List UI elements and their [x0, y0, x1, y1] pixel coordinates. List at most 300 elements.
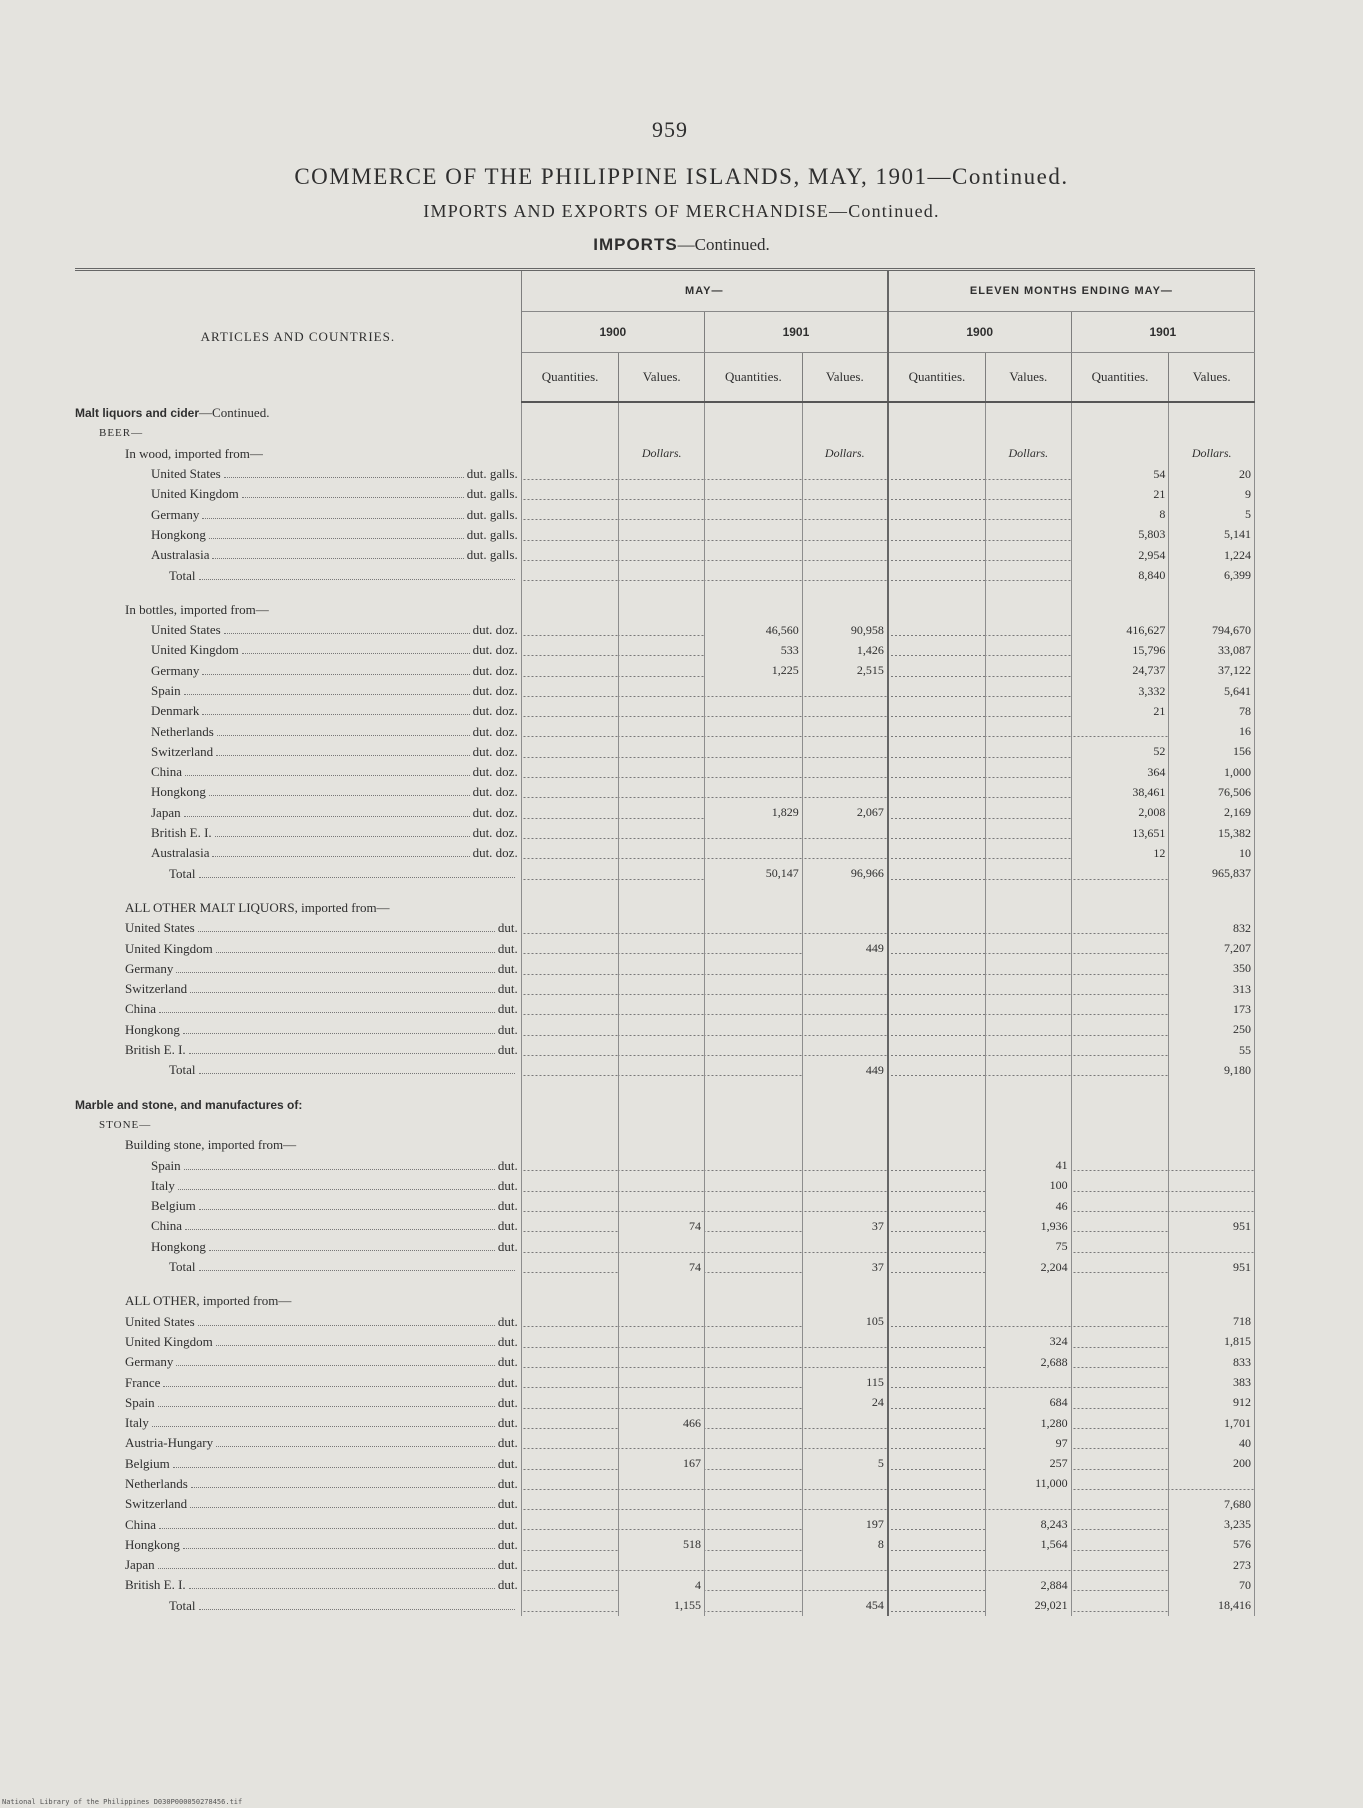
article-cell [75, 1196, 521, 1216]
value-cell [521, 721, 619, 741]
table-row [75, 1393, 1255, 1413]
value-cell [705, 742, 803, 762]
table-row [75, 1352, 1255, 1372]
spacer-cell [986, 1081, 1072, 1095]
value-cell [705, 843, 803, 863]
value-cell: 832 [1169, 918, 1255, 938]
value-cell [888, 1575, 986, 1595]
leader-dots [190, 992, 495, 993]
value-cell [986, 1311, 1072, 1331]
header-values: Values. [986, 353, 1072, 403]
value-cell [802, 1020, 888, 1040]
article-cell [75, 762, 521, 782]
value-cell [705, 1596, 803, 1616]
article-label [151, 547, 518, 563]
value-cell [521, 681, 619, 701]
leader-dots [202, 518, 463, 519]
article-label [151, 825, 518, 841]
article-cell [75, 1257, 521, 1277]
article-cell [75, 823, 521, 843]
spacer-cell [1071, 884, 1169, 898]
value-cell [986, 1494, 1072, 1514]
value-cell [802, 782, 888, 802]
value-cell [888, 504, 986, 524]
value-cell: 466 [619, 1413, 705, 1433]
unit-label: dut. doz. [472, 784, 518, 800]
article-label [151, 683, 518, 699]
value-cell [888, 565, 986, 585]
unit-caption [888, 444, 986, 464]
value-cell: 33,087 [1169, 640, 1255, 660]
article-label [151, 784, 518, 800]
empty-cell [802, 1095, 888, 1115]
value-cell: 115 [802, 1372, 888, 1392]
empty-cell [705, 898, 803, 918]
value-cell [888, 721, 986, 741]
table-row [75, 1311, 1255, 1331]
value-cell: 100 [986, 1176, 1072, 1196]
value-cell [521, 484, 619, 504]
article-label [75, 405, 518, 421]
article-text: Germany [151, 506, 200, 522]
empty-cell [521, 402, 619, 423]
article-cell [75, 1040, 521, 1060]
article-text: Total [169, 567, 196, 583]
empty-cell [802, 1291, 888, 1311]
value-cell: 46 [986, 1196, 1072, 1216]
article-cell [75, 620, 521, 640]
value-cell [888, 640, 986, 660]
article-text: Japan [151, 804, 181, 820]
article-label [169, 1062, 518, 1078]
article-cell [75, 504, 521, 524]
empty-cell [802, 600, 888, 620]
empty-cell [1169, 898, 1255, 918]
value-cell [619, 959, 705, 979]
empty-cell [619, 1115, 705, 1135]
value-cell [619, 1494, 705, 1514]
value-cell: 74 [619, 1216, 705, 1236]
spacer-cell [1071, 1277, 1169, 1291]
value-cell: 90,958 [802, 620, 888, 640]
article-text: Spain [151, 1157, 181, 1173]
article-text: United Kingdom [125, 940, 213, 956]
value-cell [521, 1176, 619, 1196]
article-text: China [151, 764, 183, 780]
value-cell [619, 1237, 705, 1257]
table-row [75, 1176, 1255, 1196]
empty-cell [705, 402, 803, 423]
value-cell: 2,688 [986, 1352, 1072, 1372]
value-cell: 156 [1169, 742, 1255, 762]
empty-cell [521, 1115, 619, 1135]
unit-label: dut. doz. [472, 642, 518, 658]
value-cell [705, 1040, 803, 1060]
article-cell [75, 721, 521, 741]
section-title-rest: —Continued. [677, 235, 770, 254]
article-label [125, 981, 518, 997]
article-text: Belgium [125, 1455, 170, 1471]
value-cell [521, 1311, 619, 1331]
value-cell [1071, 959, 1169, 979]
value-cell [986, 803, 1072, 823]
article-cell [75, 1494, 521, 1514]
empty-cell [705, 1135, 803, 1155]
value-cell [802, 1352, 888, 1372]
article-text: United States [151, 622, 221, 638]
article-cell [75, 701, 521, 721]
value-cell [986, 782, 1072, 802]
value-cell [888, 979, 986, 999]
article-cell [75, 918, 521, 938]
page-title: COMMERCE OF THE PHILIPPINE ISLANDS, MAY, 1901—Continued. [294, 164, 1069, 189]
table-row [75, 1372, 1255, 1392]
article-cell [75, 1176, 521, 1196]
table-row [75, 1332, 1255, 1352]
value-cell [802, 1237, 888, 1257]
value-cell [888, 545, 986, 565]
article-cell [75, 1514, 521, 1534]
value-cell: 15,382 [1169, 823, 1255, 843]
value-cell [986, 1372, 1072, 1392]
table-row [75, 1514, 1255, 1534]
unit-label: dut. doz. [472, 662, 518, 678]
value-cell [619, 1372, 705, 1392]
value-cell: 951 [1169, 1257, 1255, 1277]
article-text: Marble and stone, and manufactures of: [75, 1097, 303, 1112]
article-label [169, 1259, 518, 1275]
value-cell [521, 1257, 619, 1277]
value-cell [802, 504, 888, 524]
article-label [125, 1577, 518, 1593]
value-cell [705, 1494, 803, 1514]
value-cell [1071, 1311, 1169, 1331]
article-cell [75, 661, 521, 681]
article-text: China [151, 1218, 183, 1234]
value-cell [1071, 979, 1169, 999]
value-cell: 96,966 [802, 864, 888, 884]
leader-dots [199, 1073, 515, 1074]
leader-dots [224, 633, 470, 634]
value-cell [888, 843, 986, 863]
value-cell [619, 545, 705, 565]
value-cell: 40 [1169, 1433, 1255, 1453]
value-cell: 2,169 [1169, 803, 1255, 823]
header-quantities: Quantities. [1071, 353, 1169, 403]
value-cell [888, 1237, 986, 1257]
value-cell [888, 1060, 986, 1080]
value-cell [521, 1454, 619, 1474]
value-cell: 1,815 [1169, 1332, 1255, 1352]
value-cell [802, 742, 888, 762]
value-cell [802, 762, 888, 782]
value-cell [888, 803, 986, 823]
value-cell [986, 661, 1072, 681]
value-cell: 1,564 [986, 1535, 1072, 1555]
article-text: Building stone, imported from— [125, 1137, 297, 1153]
empty-cell [986, 600, 1072, 620]
value-cell: 46,560 [705, 620, 803, 640]
header-eleven-1900: 1900 [888, 312, 1071, 353]
spacer-cell [888, 884, 986, 898]
value-cell [521, 1372, 619, 1392]
article-cell [75, 1352, 521, 1372]
value-cell [619, 484, 705, 504]
value-cell [1071, 918, 1169, 938]
value-cell [521, 1575, 619, 1595]
value-cell [619, 1040, 705, 1060]
article-cell [75, 1372, 521, 1392]
leader-dots [159, 1528, 495, 1529]
header-eleven-months: ELEVEN MONTHS ENDING MAY— [888, 270, 1255, 312]
value-cell [888, 918, 986, 938]
value-cell: 167 [619, 1454, 705, 1474]
value-cell [521, 565, 619, 585]
value-cell [986, 565, 1072, 585]
value-cell: 13,651 [1071, 823, 1169, 843]
empty-cell [521, 898, 619, 918]
spacer-cell [75, 1277, 521, 1291]
article-cell [75, 1433, 521, 1453]
value-cell [521, 864, 619, 884]
leader-dots [198, 1325, 495, 1326]
empty-cell [619, 898, 705, 918]
empty-cell [888, 898, 986, 918]
spacer-row [75, 884, 1255, 898]
leader-dots [198, 931, 495, 932]
value-cell [705, 1535, 803, 1555]
value-cell [802, 1040, 888, 1060]
header-may-1901: 1901 [705, 312, 888, 353]
heading-row [75, 1291, 1255, 1311]
value-cell [521, 1040, 619, 1060]
value-cell [619, 640, 705, 660]
table-row [75, 979, 1255, 999]
article-text: In wood, imported from— [125, 445, 263, 461]
article-label [125, 1395, 518, 1411]
empty-cell [1169, 600, 1255, 620]
value-cell [888, 823, 986, 843]
value-cell [705, 565, 803, 585]
value-cell [705, 1332, 803, 1352]
article-cell [75, 1555, 521, 1575]
spacer-cell [888, 1081, 986, 1095]
value-cell [521, 1216, 619, 1236]
value-cell: 200 [1169, 1454, 1255, 1474]
value-cell [888, 1196, 986, 1216]
article-label [125, 1293, 518, 1309]
value-cell [1071, 938, 1169, 958]
value-cell: 8,243 [986, 1514, 1072, 1534]
value-cell: 1,829 [705, 803, 803, 823]
table-row [75, 464, 1255, 484]
empty-cell [802, 1135, 888, 1155]
value-cell [1071, 999, 1169, 1019]
unit-label: dut. galls. [466, 506, 518, 522]
unit-label: dut. [497, 1157, 518, 1173]
value-cell: 97 [986, 1433, 1072, 1453]
article-text: Netherlands [151, 723, 214, 739]
article-label [75, 1098, 518, 1112]
value-cell [705, 464, 803, 484]
table-row [75, 661, 1255, 681]
article-text: United Kingdom [151, 486, 239, 502]
value-cell: 4 [619, 1575, 705, 1595]
unit-label: dut. [497, 1238, 518, 1254]
value-cell: 383 [1169, 1372, 1255, 1392]
unit-label: dut. galls. [466, 466, 518, 482]
total-row [75, 565, 1255, 585]
empty-cell [521, 423, 619, 443]
value-cell [888, 1514, 986, 1534]
value-cell: 38,461 [1071, 782, 1169, 802]
empty-cell [986, 898, 1072, 918]
value-cell [705, 1196, 803, 1216]
value-cell [705, 1311, 803, 1331]
unit-label: dut. [497, 1021, 518, 1037]
spacer-cell [705, 1277, 803, 1291]
article-label [125, 1001, 518, 1017]
article-label [125, 1415, 518, 1431]
article-text: Total [169, 1597, 196, 1613]
table-row [75, 640, 1255, 660]
value-cell [619, 1393, 705, 1413]
value-cell [1071, 1393, 1169, 1413]
value-cell: 794,670 [1169, 620, 1255, 640]
value-cell [986, 620, 1072, 640]
value-cell [619, 742, 705, 762]
value-cell: 2,008 [1071, 803, 1169, 823]
value-cell [705, 918, 803, 938]
value-cell [521, 1393, 619, 1413]
value-cell: 449 [802, 938, 888, 958]
value-cell: 313 [1169, 979, 1255, 999]
unit-label: dut. [497, 1198, 518, 1214]
value-cell: 951 [1169, 1216, 1255, 1236]
heading-row [75, 1135, 1255, 1155]
value-cell [619, 803, 705, 823]
value-cell [802, 959, 888, 979]
table-row [75, 823, 1255, 843]
leader-dots [217, 735, 470, 736]
value-cell [1071, 1413, 1169, 1433]
unit-label: dut. doz. [472, 743, 518, 759]
spacer-cell [619, 884, 705, 898]
unit-caption: Dollars. [802, 444, 888, 464]
value-cell: 10 [1169, 843, 1255, 863]
leader-dots [216, 1446, 495, 1447]
article-cell [75, 864, 521, 884]
spacer-cell [1071, 586, 1169, 600]
value-cell [888, 1393, 986, 1413]
spacer-cell [802, 1277, 888, 1291]
value-cell: 24 [802, 1393, 888, 1413]
value-cell: 173 [1169, 999, 1255, 1019]
value-cell [619, 721, 705, 741]
value-cell [888, 742, 986, 762]
value-cell [986, 681, 1072, 701]
value-cell [705, 1216, 803, 1236]
value-cell [705, 1257, 803, 1277]
table-row [75, 545, 1255, 565]
value-cell [802, 464, 888, 484]
value-cell [521, 464, 619, 484]
value-cell [619, 1433, 705, 1453]
article-text: BEER— [99, 427, 144, 440]
value-cell [802, 843, 888, 863]
article-label [151, 642, 518, 658]
value-cell [888, 1474, 986, 1494]
value-cell [521, 1514, 619, 1534]
heading-row [75, 402, 1255, 423]
unit-label: dut. [497, 1475, 518, 1491]
article-cell [75, 600, 521, 620]
value-cell [619, 504, 705, 524]
value-cell [1071, 1020, 1169, 1040]
empty-cell [619, 1095, 705, 1115]
value-cell [619, 565, 705, 585]
value-cell [705, 1433, 803, 1453]
empty-cell [1071, 1115, 1169, 1135]
article-label [151, 527, 518, 543]
value-cell [1071, 1257, 1169, 1277]
value-cell [802, 525, 888, 545]
value-cell [705, 1176, 803, 1196]
article-cell [75, 1020, 521, 1040]
header-values: Values. [619, 353, 705, 403]
leader-dots [184, 1169, 495, 1170]
article-label [125, 1375, 518, 1391]
leader-dots [189, 1053, 495, 1054]
value-cell [705, 1413, 803, 1433]
article-text: Netherlands [125, 1475, 188, 1491]
value-cell [802, 999, 888, 1019]
empty-cell [705, 1291, 803, 1311]
article-label [125, 1137, 518, 1153]
article-label [125, 446, 518, 462]
article-label [125, 1022, 518, 1038]
value-cell [802, 1196, 888, 1216]
value-cell [705, 938, 803, 958]
unit-label: dut. [497, 1455, 518, 1471]
unit-label: dut. [497, 1415, 518, 1431]
empty-cell [888, 423, 986, 443]
total-row [75, 1596, 1255, 1616]
page-number: 959 [652, 117, 688, 142]
article-text: Japan [125, 1557, 155, 1573]
value-cell [888, 1352, 986, 1372]
heading-row [75, 1115, 1255, 1135]
value-cell [521, 1060, 619, 1080]
value-cell [1169, 1176, 1255, 1196]
article-label [125, 920, 518, 936]
table-row [75, 701, 1255, 721]
value-cell [521, 1196, 619, 1216]
value-cell [521, 545, 619, 565]
value-cell [802, 484, 888, 504]
value-cell [705, 721, 803, 741]
leader-dots [199, 1270, 515, 1271]
value-cell [986, 959, 1072, 979]
article-text: Italy [125, 1415, 149, 1431]
value-cell: 2,204 [986, 1257, 1072, 1277]
value-cell [619, 762, 705, 782]
table-row [75, 1494, 1255, 1514]
article-cell [75, 1155, 521, 1175]
article-label [125, 1476, 518, 1492]
value-cell: 197 [802, 1514, 888, 1534]
article-label [125, 961, 518, 977]
